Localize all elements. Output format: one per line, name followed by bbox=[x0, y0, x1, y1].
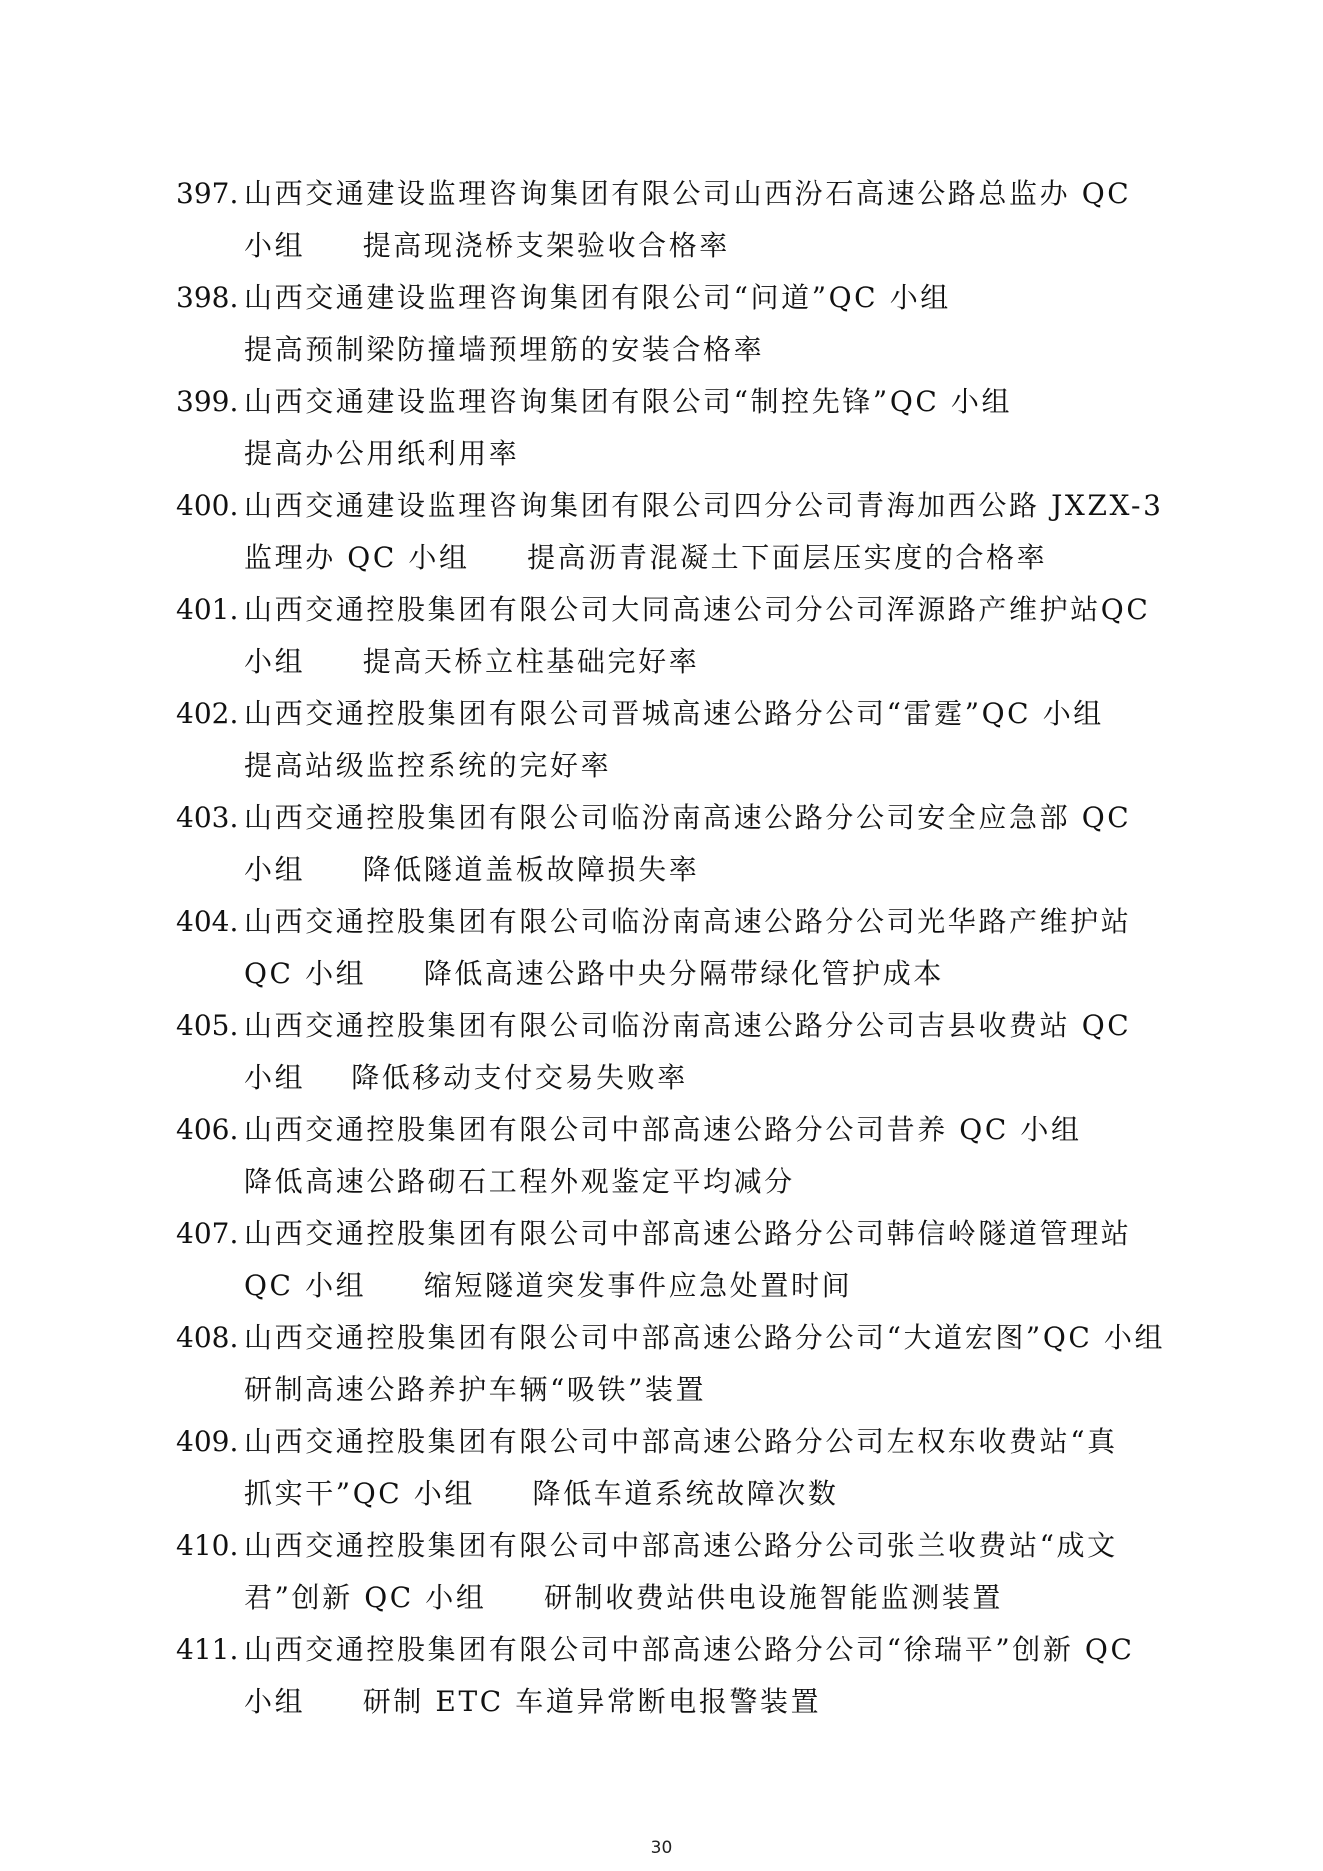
entry-organization: 山西交通控股集团有限公司中部高速公路分公司“大道宏图”QC 小组 bbox=[244, 1321, 1166, 1354]
list-item bbox=[176, 168, 1156, 272]
list-item bbox=[176, 376, 1156, 480]
entry-project: 抓实干”QC 小组 降低车道系统故障次数 bbox=[244, 1477, 839, 1510]
entry-number: 407. bbox=[176, 1217, 239, 1250]
entry-project: QC 小组 缩短隧道突发事件应急处置时间 bbox=[244, 1269, 853, 1302]
entry-number: 403. bbox=[176, 801, 239, 834]
entry-body bbox=[244, 584, 1156, 688]
entry-number: 405. bbox=[176, 1009, 239, 1042]
list-item bbox=[176, 1104, 1156, 1208]
entry-organization: 山西交通控股集团有限公司中部高速公路分公司张兰收费站“成文 bbox=[244, 1529, 1118, 1562]
page-number: 30 bbox=[650, 1838, 673, 1858]
award-entry-list bbox=[176, 168, 1166, 1728]
entry-body bbox=[244, 1208, 1156, 1312]
entry-body bbox=[244, 896, 1156, 1000]
entry-number: 404. bbox=[176, 905, 239, 938]
entry-organization: 山西交通建设监理咨询集团有限公司山西汾石高速公路总监办 QC bbox=[244, 177, 1132, 210]
entry-organization: 山西交通控股集团有限公司中部高速公路分公司韩信岭隧道管理站 bbox=[244, 1217, 1132, 1250]
entry-project: 小组 提高现浇桥支架验收合格率 bbox=[244, 229, 730, 262]
entry-number: 402. bbox=[176, 697, 239, 730]
entry-organization: 山西交通控股集团有限公司晋城高速公路分公司“雷霆”QC 小组 bbox=[244, 697, 1104, 730]
list-item bbox=[176, 1624, 1156, 1728]
entry-body bbox=[244, 480, 1164, 584]
entry-body bbox=[244, 168, 1156, 272]
entry-organization: 山西交通控股集团有限公司中部高速公路分公司昔养 QC 小组 bbox=[244, 1113, 1082, 1146]
entry-body bbox=[244, 1312, 1165, 1416]
list-item bbox=[176, 896, 1156, 1000]
entry-number: 400. bbox=[176, 489, 239, 522]
entry-number: 410. bbox=[176, 1529, 239, 1562]
entry-number: 398. bbox=[176, 281, 239, 314]
list-item bbox=[176, 272, 1156, 376]
entry-organization: 山西交通建设监理咨询集团有限公司“问道”QC 小组 bbox=[244, 281, 951, 314]
list-item bbox=[176, 1520, 1156, 1624]
entry-number: 397. bbox=[176, 177, 239, 210]
list-item bbox=[176, 1416, 1156, 1520]
list-item bbox=[176, 1000, 1156, 1104]
entry-body bbox=[244, 1520, 1156, 1624]
entry-organization: 山西交通控股集团有限公司临汾南高速公路分公司吉县收费站 QC bbox=[244, 1009, 1132, 1042]
entry-project: 提高预制梁防撞墙预埋筋的安装合格率 bbox=[244, 333, 765, 366]
entry-organization: 山西交通控股集团有限公司临汾南高速公路分公司安全应急部 QC bbox=[244, 801, 1132, 834]
list-item bbox=[176, 792, 1156, 896]
entry-body bbox=[244, 272, 1156, 376]
entry-project: 降低高速公路砌石工程外观鉴定平均减分 bbox=[244, 1165, 795, 1198]
entry-body bbox=[244, 376, 1156, 480]
entry-body bbox=[244, 1624, 1156, 1728]
entry-number: 411. bbox=[176, 1633, 239, 1666]
entry-number: 408. bbox=[176, 1321, 239, 1354]
entry-number: 406. bbox=[176, 1113, 239, 1146]
list-item bbox=[176, 1312, 1166, 1416]
entry-project: QC 小组 降低高速公路中央分隔带绿化管护成本 bbox=[244, 957, 944, 990]
entry-project: 提高站级监控系统的完好率 bbox=[244, 749, 612, 782]
entry-project: 提高办公用纸利用率 bbox=[244, 437, 520, 470]
entry-organization: 山西交通建设监理咨询集团有限公司四分公司青海加西公路 JXZX-3 bbox=[244, 489, 1164, 522]
entry-number: 399. bbox=[176, 385, 239, 418]
entry-body bbox=[244, 1000, 1156, 1104]
entry-project: 研制高速公路养护车辆“吸铁”装置 bbox=[244, 1373, 707, 1406]
list-item bbox=[176, 584, 1156, 688]
entry-project: 监理办 QC 小组 提高沥青混凝土下面层压实度的合格率 bbox=[244, 541, 1048, 574]
entry-organization: 山西交通控股集团有限公司临汾南高速公路分公司光华路产维护站 bbox=[244, 905, 1132, 938]
entry-organization: 山西交通控股集团有限公司中部高速公路分公司左权东收费站“真 bbox=[244, 1425, 1118, 1458]
entry-organization: 山西交通建设监理咨询集团有限公司“制控先锋”QC 小组 bbox=[244, 385, 1013, 418]
entry-number: 409. bbox=[176, 1425, 239, 1458]
entry-body bbox=[244, 688, 1156, 792]
list-item bbox=[176, 480, 1164, 584]
entry-organization: 山西交通控股集团有限公司大同高速公司分公司浑源路产维护站QC bbox=[244, 593, 1151, 626]
entry-project: 小组 提高天桥立柱基础完好率 bbox=[244, 645, 700, 678]
entry-organization: 山西交通控股集团有限公司中部高速公路分公司“徐瑞平”创新 QC bbox=[244, 1633, 1135, 1666]
entry-project: 君”创新 QC 小组 研制收费站供电设施智能监测装置 bbox=[244, 1581, 1003, 1614]
entry-number: 401. bbox=[176, 593, 239, 626]
entry-project: 小组 研制 ETC 车道异常断电报警装置 bbox=[244, 1685, 822, 1718]
entry-project: 小组 降低隧道盖板故障损失率 bbox=[244, 853, 700, 886]
list-item bbox=[176, 688, 1156, 792]
entry-body bbox=[244, 1104, 1156, 1208]
list-item bbox=[176, 1208, 1156, 1312]
entry-project: 小组 降低移动支付交易失败率 bbox=[244, 1061, 688, 1094]
entry-body bbox=[244, 1416, 1156, 1520]
entry-body bbox=[244, 792, 1156, 896]
